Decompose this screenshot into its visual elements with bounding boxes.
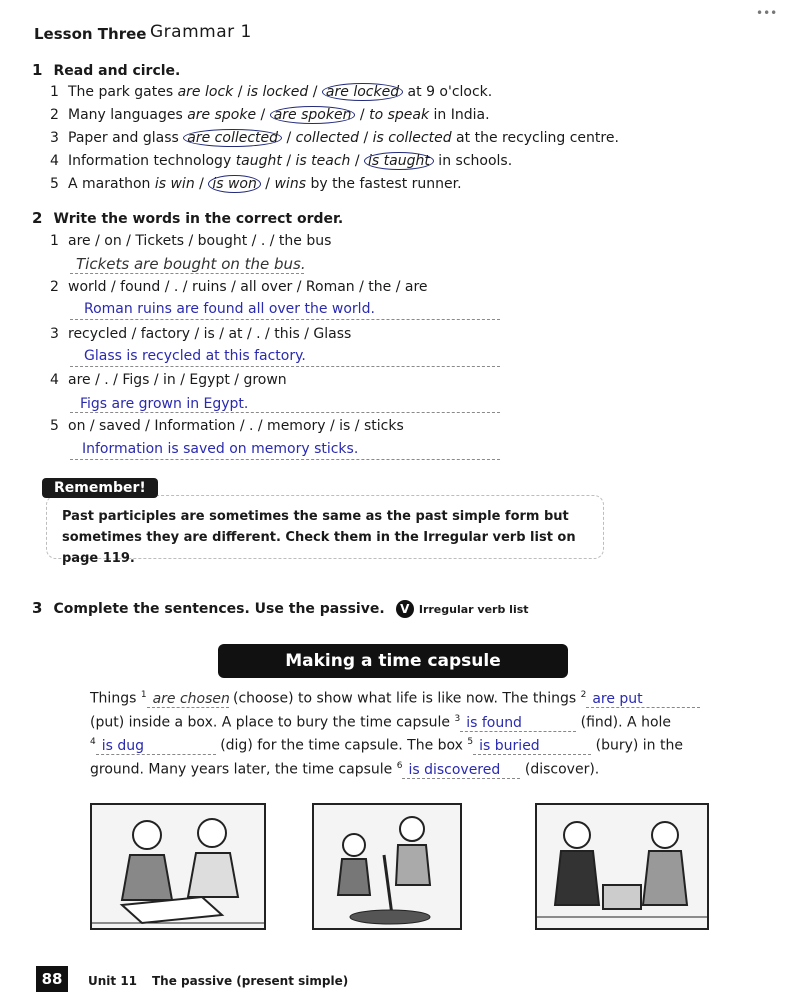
item-number: 5 [50,176,59,192]
illustration-putting-items-in-box [90,803,266,930]
exercise-number: 1 [32,61,43,79]
separator: / [355,107,370,123]
story-line-1 [90,690,700,708]
ex1-item-3 [50,130,619,146]
item-text: at 9 o'clock. [403,84,493,100]
separator: / [308,84,322,100]
blank-3[interactable]: is found [460,715,576,732]
page-number: 88 [36,966,68,992]
exercise-instruction: Write the words in the correct order. [53,211,344,227]
ex1-item-1 [50,84,492,100]
story-text: ground. Many years later, the time capsule [90,761,393,778]
scrambled-words: recycled / factory / is / at / . / this / Glass [68,326,352,342]
circled-option[interactable]: is won [208,175,261,193]
separator: / [282,130,296,146]
option[interactable]: is win [154,176,195,192]
option[interactable]: taught [235,153,282,169]
ex1-item-4 [50,153,512,169]
remember-tab: Remember! [42,478,158,498]
exercise-3-heading [32,598,529,618]
blank-1[interactable]: are chosen [147,691,229,708]
illustration-discovering-capsule [535,803,709,930]
illustration-digging-hole [312,803,462,930]
item-number: 2 [50,107,59,123]
scrambled-words: on / saved / Information / . / memory / is / sticks [68,418,404,434]
blank-number: 5 [467,737,474,747]
ex2-item-3 [50,326,351,342]
item-text: Many languages [68,107,188,123]
ex1-item-5 [50,176,462,192]
irregular-verb-icon: V [396,600,414,618]
story-line-4 [90,761,599,779]
separator: / [260,176,275,192]
ex2-item-4 [50,372,287,388]
exercise-number: 3 [32,599,43,617]
item-text: in schools. [433,153,513,169]
blank-number: 4 [90,737,96,747]
story-text: (dig) for the time capsule. The box [220,737,463,754]
ex2-item-5 [50,418,404,434]
separator: / [233,84,247,100]
children-packing-box-icon [92,805,264,928]
exercise-number: 2 [32,209,43,227]
people-opening-capsule-icon [537,805,707,928]
exercise-instruction: Complete the sentences. Use the passive. [53,601,385,617]
blank-4[interactable]: is dug [96,738,216,755]
footer-unit: Unit 11 [88,974,138,988]
blank-2[interactable]: are put [586,691,700,708]
item-text: in India. [429,107,490,123]
circled-option[interactable]: are spoken [270,106,356,124]
blank-number: 3 [454,714,461,724]
remember-text: Past participles are sometimes the same as the past simple form but sometimes they are different. Check them in the Irregular verb list on page 119. [62,509,576,566]
option[interactable]: collected [295,130,359,146]
story-text: (put) inside a box. A place to bury the time capsule [90,714,450,731]
option[interactable]: to speak [369,107,430,123]
ex2-item-1 [50,233,331,249]
separator: / [256,107,270,123]
story-text: (bury) in the [595,737,683,754]
item-number: 5 [50,418,59,434]
item-number: 3 [50,326,59,342]
option[interactable]: is collected [372,130,452,146]
answer-3[interactable]: Glass is recycled at this factory. [84,348,306,364]
scrambled-words: world / found / . / ruins / all over / Roman / the / are [68,279,428,295]
ex1-item-2 [50,107,490,123]
option[interactable]: is locked [246,84,309,100]
option[interactable]: are lock [177,84,234,100]
blank-number: 6 [396,761,403,771]
item-text: A marathon [68,176,155,192]
corner-mark: ••• [756,6,778,20]
answer-line [70,319,500,320]
item-number: 4 [50,372,59,388]
circled-option[interactable]: are collected [183,129,282,147]
blank-6[interactable]: is discovered [402,762,520,779]
item-text: Information technology [68,153,236,169]
item-number: 2 [50,279,59,295]
answer-5[interactable]: Information is saved on memory sticks. [82,441,359,457]
item-number: 1 [50,233,59,249]
answer-line [70,366,500,367]
children-digging-icon [314,805,460,928]
answer-2[interactable]: Roman ruins are found all over the world. [84,301,375,317]
item-number: 3 [50,130,59,146]
separator: / [359,130,373,146]
story-text: (choose) to show what life is like now. The things [233,690,577,707]
scrambled-words: are / on / Tickets / bought / . / the bus [68,233,332,249]
item-text: by the fastest runner. [306,176,462,192]
exercise-2-heading [32,208,343,227]
item-number: 1 [50,84,59,100]
story-line-2 [90,714,671,732]
item-text: The park gates [68,84,178,100]
story-text: Things [90,690,137,707]
answer-line [70,412,500,413]
story-text: (find). A hole [580,714,672,731]
footer-topic: The passive (present simple) [152,974,349,988]
lesson-title: Lesson Three [34,25,147,43]
story-title: Making a time capsule [218,644,568,678]
exercise-1-heading [32,60,180,79]
item-text: at the recycling centre. [451,130,619,146]
answer-1[interactable]: Tickets are bought on the bus. [76,255,306,273]
separator: / [194,176,209,192]
blank-number: 2 [580,690,587,700]
answer-line [70,459,500,460]
circled-option[interactable]: are locked [322,83,403,101]
option[interactable]: are spoke [187,107,257,123]
scrambled-words: are / . / Figs / in / Egypt / grown [68,372,287,388]
section-title: Grammar 1 [150,22,252,42]
blank-5[interactable]: is buried [473,738,591,755]
irregular-verb-ref[interactable]: Irregular verb list [418,603,529,616]
answer-4[interactable]: Figs are grown in Egypt. [80,396,249,412]
answer-line [70,273,304,274]
item-number: 4 [50,153,59,169]
blank-number: 1 [140,690,147,700]
separator: / [281,153,296,169]
item-text: Paper and glass [68,130,184,146]
story-text: (discover). [524,761,600,778]
ex2-item-2 [50,279,428,295]
option[interactable]: is teach [295,153,351,169]
exercise-instruction: Read and circle. [53,63,181,79]
separator: / [350,153,365,169]
option[interactable]: wins [274,176,306,192]
circled-option[interactable]: is taught [364,152,434,170]
story-line-3 [90,737,683,755]
